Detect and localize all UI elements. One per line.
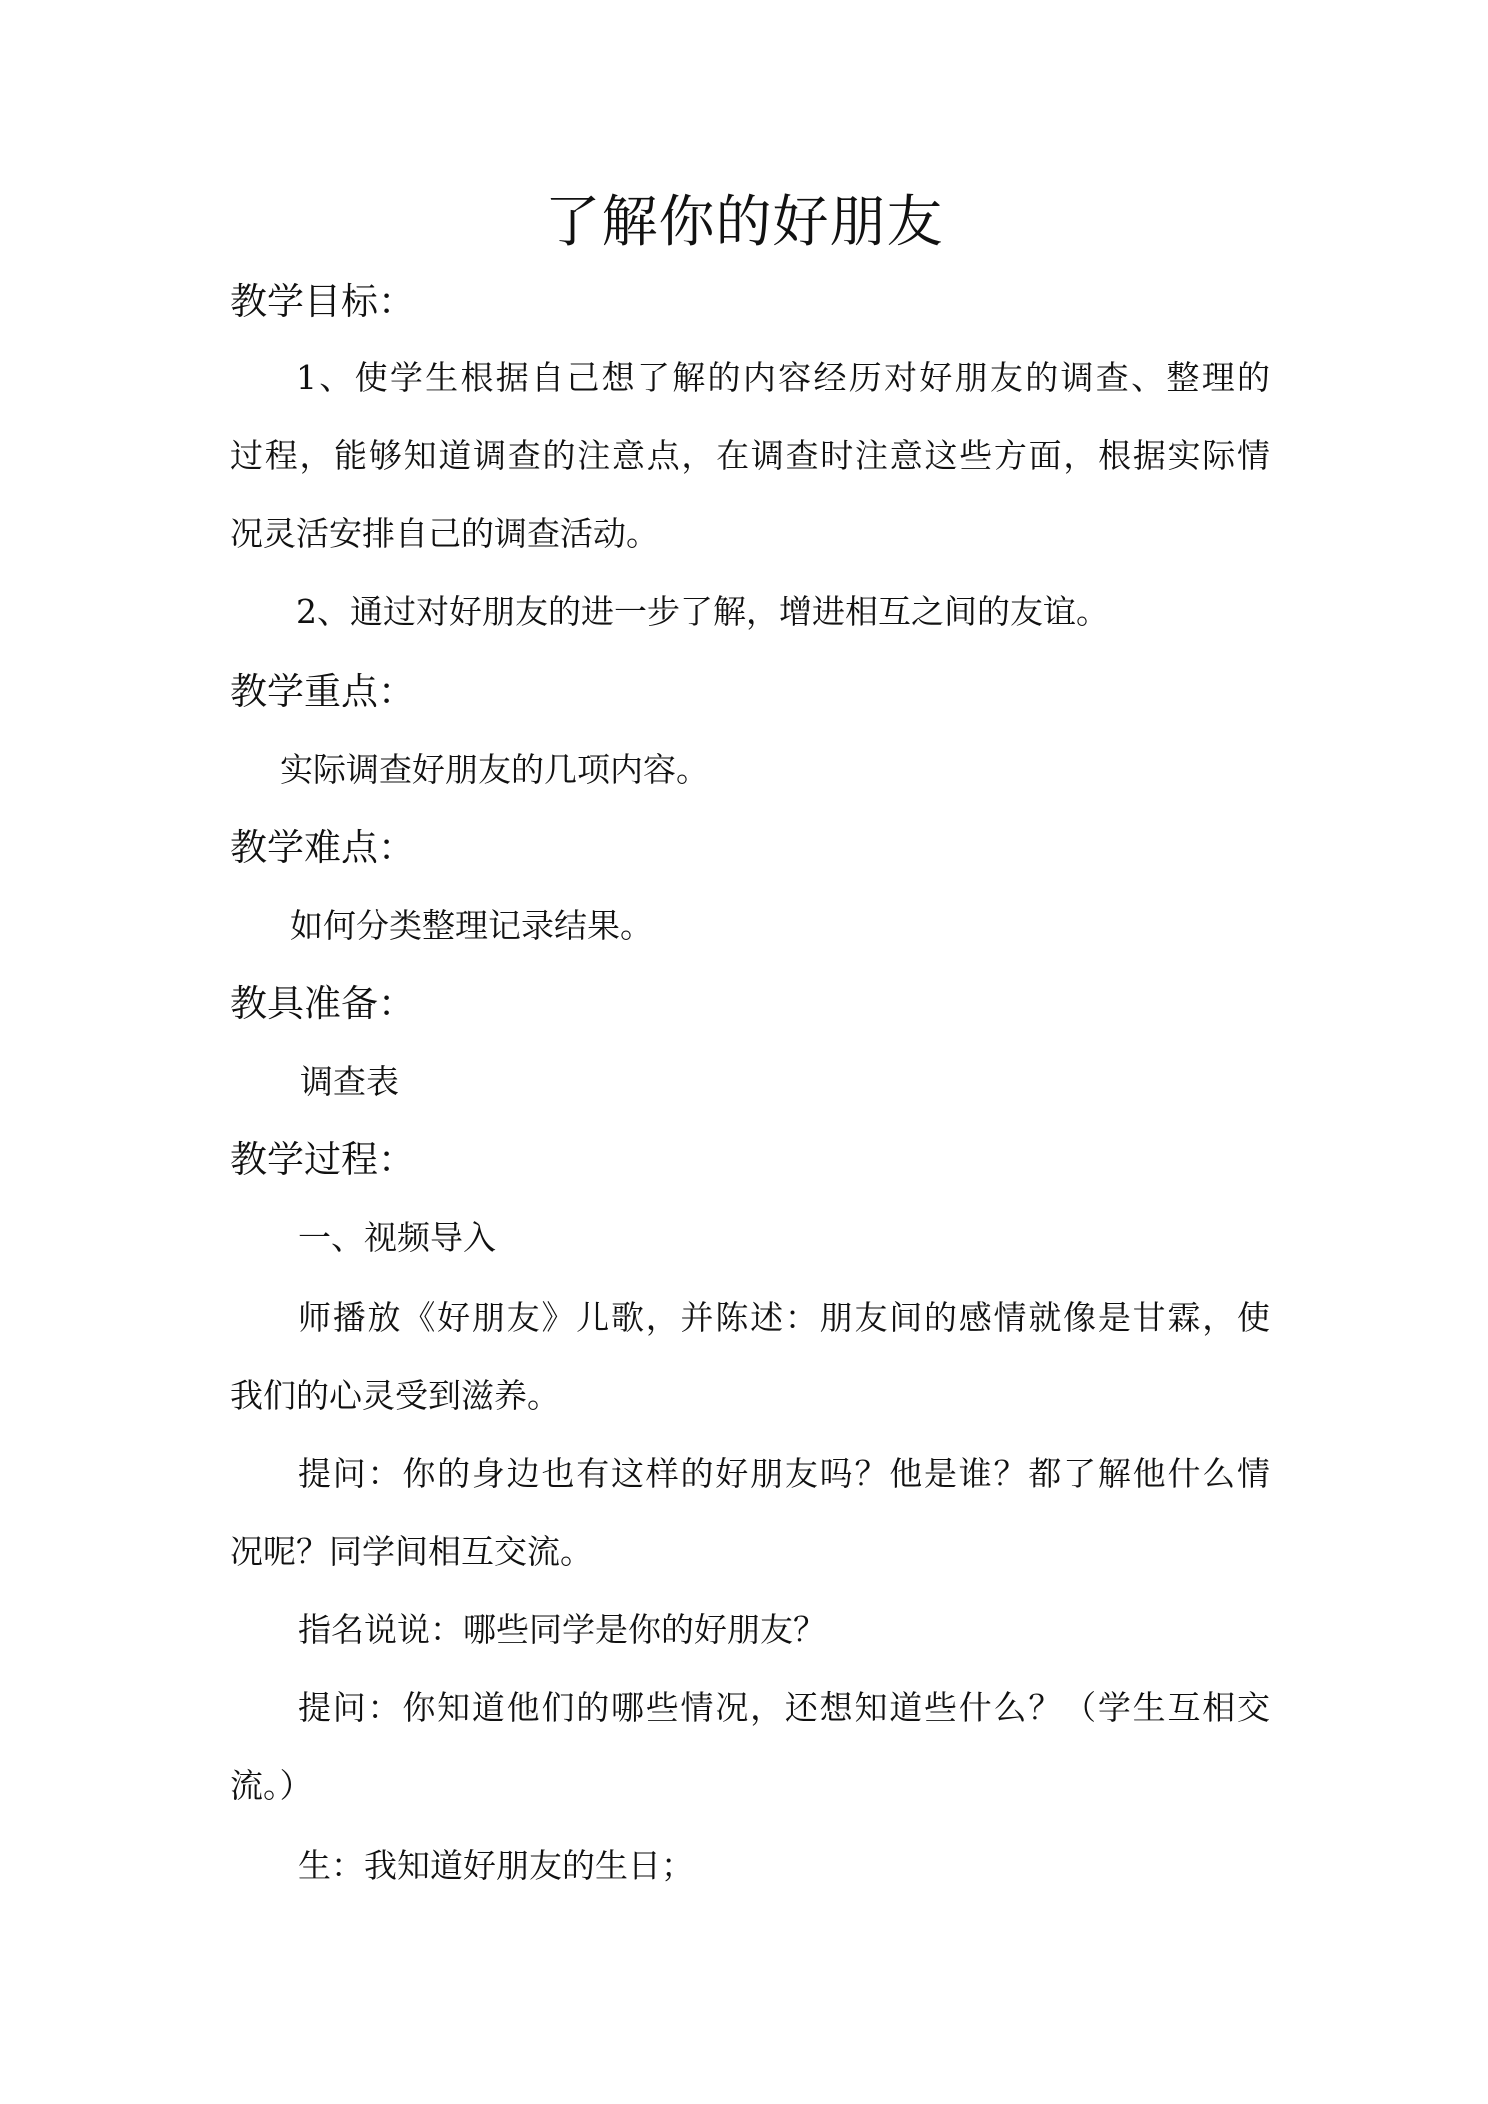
paragraph-line: 实际调查好朋友的几项内容。: [280, 750, 709, 789]
paragraph-line: 1、使学生根据自己想了解的内容经历对好朋友的调查、整理的: [296, 358, 1270, 397]
paragraph-line: 如何分类整理记录结果。: [290, 906, 653, 945]
document-title: 了解你的好朋友: [544, 190, 944, 255]
paragraph-line: 2、通过对好朋友的进一步了解，增进相互之间的友谊。: [296, 592, 1109, 631]
paragraph-line: 况灵活安排自己的调查活动。: [230, 514, 659, 553]
heading-teaching-difficulty: 教学难点：: [230, 826, 415, 869]
paragraph-line: 生：我知道好朋友的生日；: [298, 1846, 694, 1885]
paragraph-line: 指名说说：哪些同学是你的好朋友？: [298, 1610, 826, 1649]
paragraph-line: 调查表: [300, 1062, 399, 1101]
heading-teaching-focus: 教学重点：: [230, 670, 415, 713]
paragraph-line: 流。）: [230, 1766, 313, 1805]
heading-teaching-aids: 教具准备：: [230, 982, 415, 1025]
paragraph-line: 一、视频导入: [298, 1218, 496, 1257]
paragraph-line: 师播放《好朋友》儿歌，并陈述：朋友间的感情就像是甘霖，使: [298, 1298, 1270, 1337]
heading-teaching-process: 教学过程：: [230, 1138, 415, 1181]
heading-teaching-goals: 教学目标：: [230, 280, 415, 323]
paragraph-line: 提问：你知道他们的哪些情况，还想知道些什么？（学生互相交: [298, 1688, 1270, 1727]
paragraph-line: 过程，能够知道调查的注意点，在调查时注意这些方面，根据实际情: [230, 436, 1270, 475]
paragraph-line: 提问：你的身边也有这样的好朋友吗？他是谁？都了解他什么情: [298, 1454, 1270, 1493]
paragraph-line: 我们的心灵受到滋养。: [230, 1376, 560, 1415]
paragraph-line: 况呢？同学间相互交流。: [230, 1532, 593, 1571]
